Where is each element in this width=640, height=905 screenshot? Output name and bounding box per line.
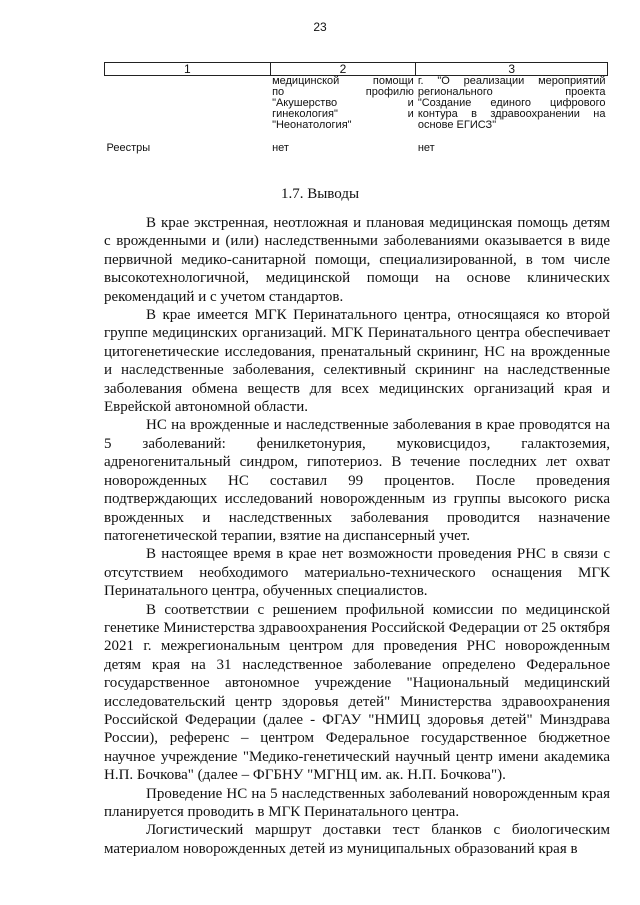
body-text <box>104 214 610 858</box>
cell-line: по профилю <box>272 86 414 98</box>
cell-line: регионального проекта <box>417 86 606 98</box>
table-cell-col2: нет <box>272 142 289 154</box>
table-row <box>105 131 608 154</box>
paragraph: В крае экстренная, неотложная и плановая медицинская помощь детям с врожденными и (или) наследственными заболеваниями оказывается в виде первичной медико-санитарной помощи, специализированной, в том числе высокотехнологичной, медицинской помощи на основе клинических рекомендаций и с учетом стандартов. <box>104 215 610 305</box>
cell-line: гинекология" и <box>272 108 414 120</box>
column-header-1: 1 <box>105 63 271 76</box>
column-header-2: 2 <box>270 63 416 76</box>
table-cell-col1: Реестры <box>106 142 151 154</box>
paragraph: Проведение НС на 5 наследственных заболеваний новорожденным края планируется проводить в МГК Перинатального центра. <box>104 785 610 820</box>
paragraph: В настоящее время в крае нет возможности проведения РНС в связи с отсутствием необходимого материально-технического оснащения МГК Перинатального центра, обученных специалистов. <box>104 546 610 600</box>
cell-line: "Акушерство и <box>272 97 414 109</box>
cell-line: основе ЕГИСЗ" <box>417 119 497 131</box>
table-cell-col3: нет <box>417 142 435 154</box>
table-cell-col2 <box>270 76 416 132</box>
continuation-table <box>104 62 608 154</box>
table-cell-col1 <box>105 76 271 132</box>
paragraph: В крае имеется МГК Перинатального центра, относящаяся ко второй группе медицинских организаций. МГК Перинатального центра обеспечивает цитогенетические исследования, пренатальный скрининг, НС на врожденные и наследственные заболевания, селективный скрининг на наследственные заболевания обмена веществ для всех медицинских организаций края и Еврейской автономной области. <box>104 307 610 416</box>
cell-line: медицинской помощи <box>272 75 414 87</box>
cell-line: г. "О реализации мероприятий <box>417 75 606 87</box>
table-row <box>105 76 608 132</box>
paragraph: Логистический маршрут доставки тест бланков с биологическим материалом новорожденных детей из муниципальных образований края в <box>104 822 610 857</box>
page-number: 23 <box>313 20 327 34</box>
cell-line: "Создание единого цифрового <box>417 97 606 109</box>
column-header-3: 3 <box>416 63 608 76</box>
cell-line: контура в здравоохранении на <box>417 108 606 120</box>
paragraph: НС на врожденные и наследственные заболевания в крае проводятся на 5 заболеваний: фенилкетонурия, муковисцидоз, галактоземия, адреногенитальный синдром, гипотериоз. В течение последних лет охват новорожденных НС составил 99 процентов. После проведения подтверждающих исследований новорожденным из группы высокого риска врожденных и наследственных заболевания проводится назначение патогенетической терапии, взятие на диспансерный учет. <box>104 417 610 544</box>
section-title: 1.7. Выводы <box>280 186 360 202</box>
table-cell-col3 <box>416 76 608 132</box>
paragraph: В соответствии с решением профильной комиссии по медицинской генетике Министерства здравоохранения Российской Федерации от 25 октября 2021 г. межрегиональным центром для проведения РНС новорожденным детям края на 31 наследственное заболевание определено Федеральное государственное автономное учреждение "Национальный медицинский исследовательский центр здоровья детей" Министерства здравоохранения Российской Федерации (далее - ФГАУ "НМИЦ здоровья детей" Минздрава России), референс – центром Федеральное государственное бюджетное научное учреждение "Медико-генетический научный центр имени академика Н.П. Бочкова" (далее – ФГБНУ "МГНЦ им. ак. Н.П. Бочкова"). <box>104 601 610 784</box>
cell-line: "Неонатология" <box>272 119 352 131</box>
table-header-row <box>105 63 608 76</box>
